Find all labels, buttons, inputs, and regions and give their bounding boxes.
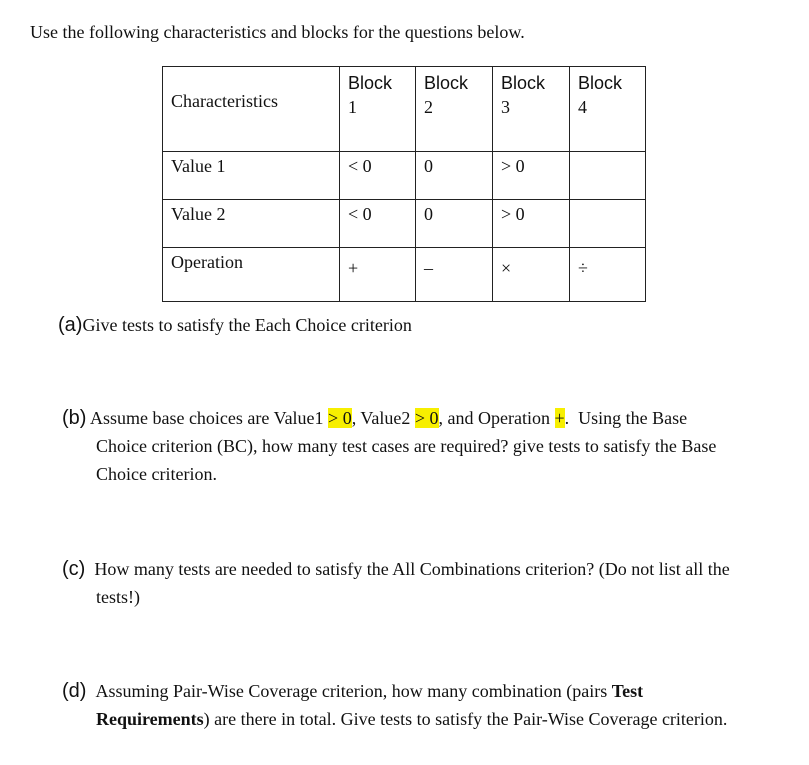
row-label: Operation <box>163 248 340 302</box>
question-text: ) are there in total. Give tests to satisfy the Pair-Wise Coverage criterion. <box>203 709 728 729</box>
question-text: Assuming Pair-Wise Coverage criterion, how many combination (pairs <box>95 681 612 701</box>
highlighted-value: > 0 <box>414 408 439 428</box>
table-cell: – <box>416 248 493 302</box>
question-text: How many tests are needed to satisfy the All Combinations criterion? (Do not list all the <box>94 559 730 579</box>
question-line: tests!) <box>96 587 140 607</box>
table-cell: 0 <box>416 152 493 200</box>
blocks-table <box>162 66 646 302</box>
row-label: Value 2 <box>163 200 340 248</box>
table-row <box>163 152 646 200</box>
question-text: , Value2 <box>351 408 415 428</box>
question-line: Choice criterion (BC), how many test cases are required? give tests to satisfy the Base <box>96 436 717 456</box>
highlighted-value: + <box>554 408 565 428</box>
question-c <box>62 555 792 611</box>
question-label: (c) <box>62 558 86 580</box>
row-label: Value 1 <box>163 152 340 200</box>
table-cell: × <box>493 248 570 302</box>
question-line <box>62 555 792 583</box>
header-block-number: 1 <box>348 97 357 117</box>
header-block-4 <box>570 67 646 152</box>
header-block-3 <box>493 67 570 152</box>
table-cell <box>570 152 646 200</box>
header-block-word: Block <box>348 73 393 93</box>
header-block-number: 3 <box>501 97 510 117</box>
bold-term: Test <box>611 681 644 701</box>
bold-term: Requirements <box>96 709 204 729</box>
table-header-row <box>163 67 646 152</box>
question-label: (b) <box>62 407 87 429</box>
question-b <box>62 404 782 488</box>
question-d <box>62 677 797 733</box>
table-cell <box>570 200 646 248</box>
table-cell: < 0 <box>340 152 416 200</box>
header-block-word: Block <box>578 73 623 93</box>
header-block-number: 2 <box>424 97 433 117</box>
question-text: . Using the Base <box>564 408 688 428</box>
question-a <box>58 311 412 339</box>
question-line <box>62 705 797 733</box>
question-text: Assume base choices are Value1 <box>86 408 329 428</box>
question-line: Choice criterion. <box>96 464 217 484</box>
instructions-text: Use the following characteristics and blocks for the questions below. <box>30 22 525 42</box>
table-cell: < 0 <box>340 200 416 248</box>
question-line <box>62 404 782 432</box>
question-text: , and Operation <box>438 408 555 428</box>
highlighted-value: > 0 <box>328 408 352 428</box>
header-block-word: Block <box>501 73 546 93</box>
table-cell: ÷ <box>570 248 646 302</box>
question-label: (d) <box>62 680 87 702</box>
question-line <box>62 677 797 705</box>
table-row <box>163 248 646 302</box>
header-block-2 <box>416 67 493 152</box>
header-characteristics: Characteristics <box>163 67 340 152</box>
header-block-1 <box>340 67 416 152</box>
table-cell: > 0 <box>493 152 570 200</box>
header-block-number: 4 <box>578 97 587 117</box>
table-row <box>163 200 646 248</box>
question-label: (a) <box>58 314 83 336</box>
table-cell: + <box>340 248 416 302</box>
header-block-word: Block <box>424 73 469 93</box>
table-cell: > 0 <box>493 200 570 248</box>
question-text: Give tests to satisfy the Each Choice criterion <box>82 315 412 335</box>
table-cell: 0 <box>416 200 493 248</box>
